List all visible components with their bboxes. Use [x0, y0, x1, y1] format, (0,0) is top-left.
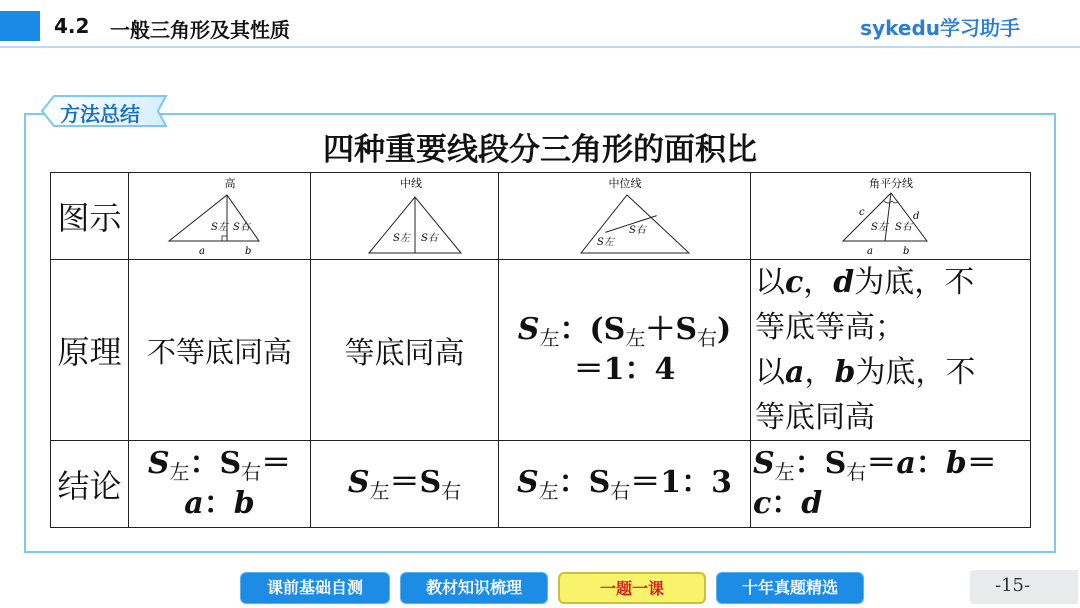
page-number: -15-: [995, 575, 1031, 596]
nav-button-pre-class-test[interactable]: 课前基础自测: [240, 572, 390, 604]
page-title: 四种重要线段分三角形的面积比: [323, 132, 757, 168]
midline-label: 中位线: [608, 177, 642, 190]
altitude-a: a: [199, 246, 205, 257]
midline-s-right: S右: [629, 225, 646, 236]
nav-button-one-problem-lesson[interactable]: 一题一课: [558, 572, 706, 604]
bisector-label: 角平分线: [869, 177, 913, 190]
conclusion-median: $S_左=S_右$: [311, 441, 499, 528]
principle-midline: $S_左$：$(S_左+S_右)$ ＝1：4: [499, 260, 751, 441]
figure-altitude: [129, 173, 311, 260]
area-ratio-table: [50, 172, 1031, 528]
altitude-s-right: S右: [233, 222, 250, 233]
header-divider: [0, 46, 1080, 48]
conclusion-altitude: $S_左$：$S_右=$ a：b: [129, 441, 311, 528]
table-row-principle: [51, 260, 1031, 441]
bisector-s-left: S左: [871, 222, 888, 233]
method-summary-label: 方法总结: [60, 102, 140, 126]
median-s-right: S右: [421, 233, 438, 244]
altitude-label: 高: [224, 177, 236, 190]
median-s-left: S左: [393, 233, 410, 244]
conclusion-midline: $S_左$：$S_右=1$：3: [499, 441, 751, 528]
row-header-principle: 原理: [51, 260, 129, 441]
figure-midline: [499, 173, 751, 260]
altitude-s-left: S左: [211, 222, 228, 233]
bisector-a: a: [867, 246, 873, 257]
table-row-conclusion: [51, 441, 1031, 528]
midline-triangle-diagram: [499, 173, 751, 260]
section-title: 一般三角形及其性质: [110, 18, 290, 42]
table-row-figures: [51, 173, 1031, 260]
median-triangle-diagram: [311, 173, 499, 260]
row-header-figure: 图示: [51, 173, 129, 260]
conclusion-bisector: $S_左$：$S_右=a$：b＝ c：d: [751, 441, 1031, 528]
brand-logo: sykedu学习助手: [860, 16, 1020, 40]
figure-bisector: [751, 173, 1031, 260]
header-accent-block: [0, 11, 40, 41]
median-label: 中线: [400, 177, 422, 190]
bisector-s-right: S右: [895, 222, 912, 233]
altitude-b: b: [245, 246, 252, 257]
nav-button-past-exams[interactable]: 十年真题精选: [716, 572, 864, 604]
row-header-conclusion: 结论: [51, 441, 129, 528]
principle-bisector: 以c，d为底，不 等底等高； 以a，b为底，不 等底同高: [751, 260, 1031, 441]
bisector-c: c: [859, 207, 865, 218]
bisector-d: d: [913, 211, 920, 222]
nav-button-textbook-review[interactable]: 教材知识梳理: [400, 572, 548, 604]
bisector-triangle-diagram: [751, 173, 1031, 260]
altitude-triangle-diagram: [129, 173, 311, 260]
principle-altitude: 不等底同高: [129, 260, 311, 441]
section-number: 4.2: [54, 14, 90, 38]
bisector-b: b: [903, 246, 910, 257]
principle-median: 等底同高: [311, 260, 499, 441]
figure-median: [311, 173, 499, 260]
midline-s-left: S左: [597, 237, 614, 248]
